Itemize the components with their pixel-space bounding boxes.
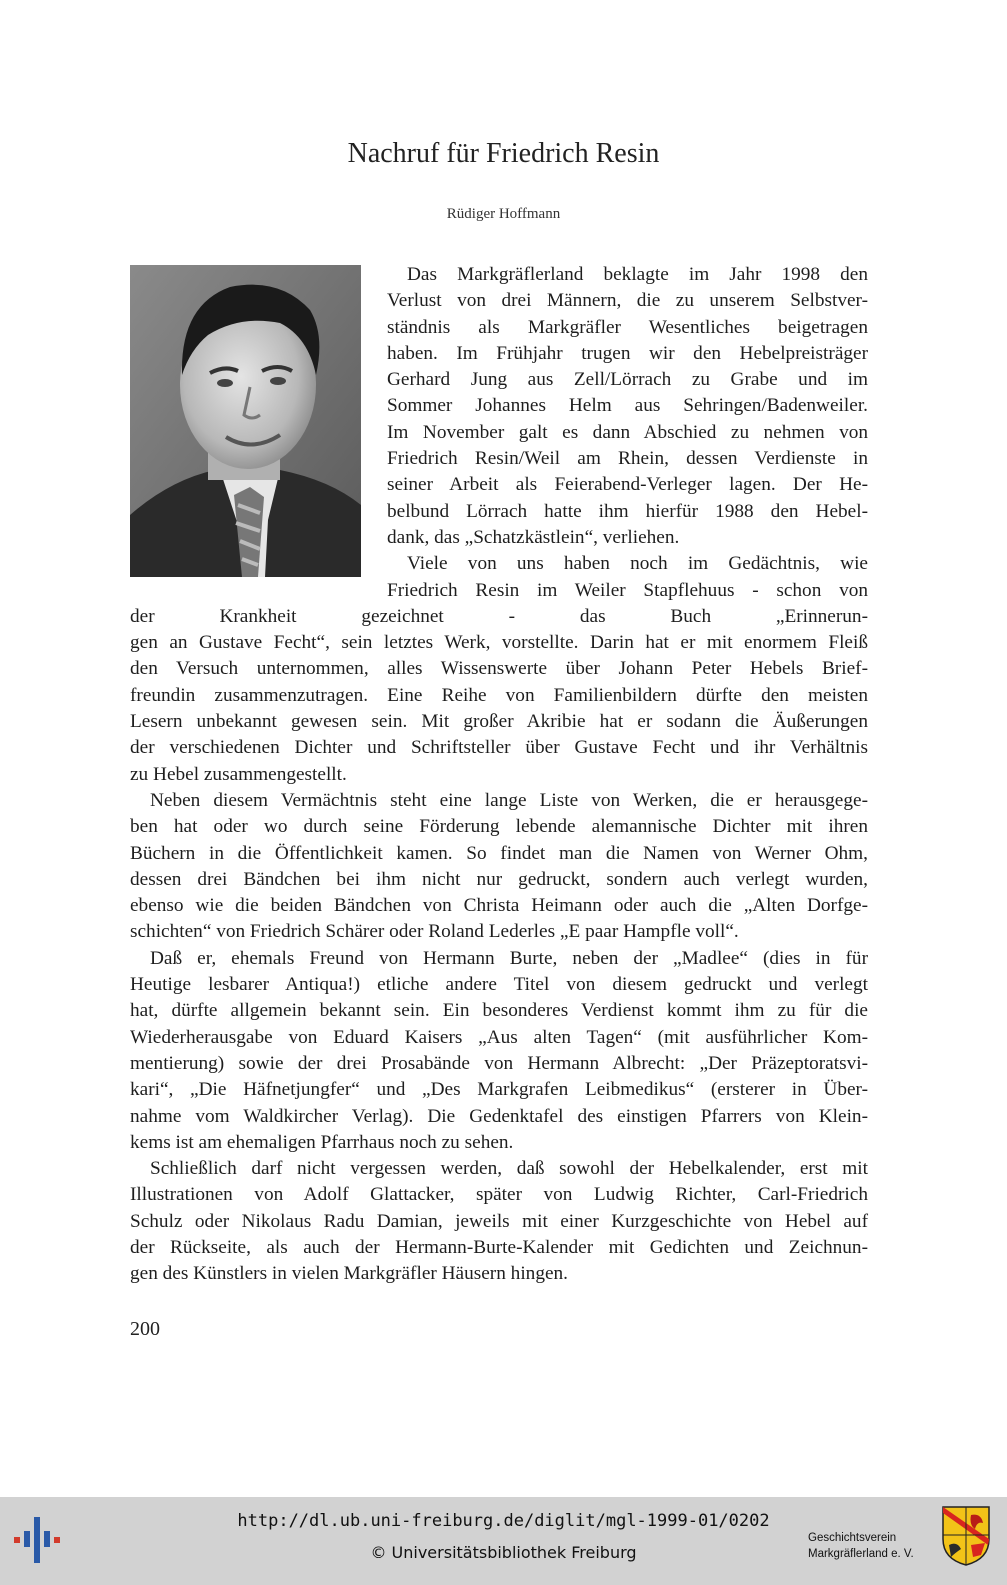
source-url-link[interactable]: http://dl.ub.uni-freiburg.de/diglit/mgl-1999-01/0202 <box>237 1511 770 1531</box>
body-line: Neben diesem Vermächtnis steht eine lange Liste von Werken, die er herausgege- <box>150 789 868 811</box>
body-line: Lesern unbekannt gewesen sein. Mit großer Akribie hat er sodann die Äußerungen <box>130 711 868 733</box>
body-line: hat, dürfte allgemein bekannt sein. Ein besonderes Verdienst kommt ihm zu für die <box>130 1000 868 1022</box>
body-line: Büchern in die Öffentlichkeit kamen. So findet man die Namen von Werner Ohm, <box>130 842 868 864</box>
body-line: zu Hebel zusammengestellt. <box>130 763 347 785</box>
copyright-text: © Universitätsbibliothek Freiburg <box>370 1543 637 1562</box>
body-line: mentierung) sowie der drei Prosabände von Hermann Albrecht: „Der Präzeptoratsvi- <box>130 1052 868 1074</box>
page-number: 200 <box>130 1318 160 1340</box>
body-line: Gerhard Jung aus Zell/Lörrach zu Grabe und im <box>387 369 868 391</box>
body-line: dessen drei Bändchen bei ihm nicht nur gedruckt, sondern auch verlegt wurden, <box>130 868 868 890</box>
body-line: Im November galt es dann Abschied zu nehmen von <box>387 421 868 443</box>
body-line: kari“, „Die Häfnetjungfer“ und „Des Markgrafen Leibmedikus“ (ersterer in Über- <box>130 1079 868 1101</box>
body-line: haben. Im Frühjahr trugen wir den Hebelpreisträger <box>387 342 868 364</box>
body-line: Sommer Johannes Helm aus Sehringen/Badenweiler. <box>387 395 868 417</box>
body-line: Daß er, ehemals Freund von Hermann Burte, neben der „Madlee“ (dies in für <box>150 947 868 969</box>
body-line: den Versuch unternommen, alles Wissenswerte über Johann Peter Hebels Brief- <box>130 658 868 680</box>
body-line: nahme vom Waldkircher Verlag). Die Gedenktafel des einstigen Pfarrers von Klein- <box>130 1105 868 1127</box>
body-line: ständnis als Markgräfler Wesentliches beigetragen <box>387 316 868 338</box>
body-line: belbund Lörrach hatte ihm hierfür 1988 den Hebel- <box>387 500 868 522</box>
body-line: Das Markgräflerland beklagte im Jahr 1998 den <box>407 264 868 285</box>
body-line: der verschiedenen Dichter und Schriftsteller über Gustave Fecht und ihr Verhältnis <box>130 737 868 759</box>
body-line: schichten“ von Friedrich Schärer oder Roland Lederles „E paar Hampfle voll“. <box>130 921 739 943</box>
body-line: Friedrich Resin/Weil am Rhein, dessen Verdienste in <box>387 448 868 470</box>
society-line-2: Markgräflerland e. V. <box>808 1548 914 1560</box>
article-body <box>130 262 868 1288</box>
society-name <box>808 1530 936 1562</box>
body-line: Wiederherausgabe von Eduard Kaisers „Aus alten Tagen“ (mit ausführlicher Kom- <box>130 1026 868 1048</box>
society-crest-icon <box>941 1505 991 1567</box>
body-line: gen des Künstlers in vielen Markgräfler Häusern hingen. <box>130 1263 568 1285</box>
body-line: freundin zusammenzutragen. Eine Reihe von Familienbildern dürfte den meisten <box>130 684 868 706</box>
body-line: gen an Gustave Fecht“, sein letztes Werk, vorstellte. Darin hat er mit enormem Fleiß <box>130 632 868 654</box>
body-line: der Rückseite, als auch der Hermann-Burte-Kalender mit Gedichten und Zeichnun- <box>130 1236 868 1258</box>
footer-bar <box>0 1497 1007 1585</box>
body-line: seiner Arbeit als Feierabend-Verleger lagen. Der He- <box>387 474 868 496</box>
body-line: Schulz oder Nikolaus Radu Damian, jeweils mit einer Kurzgeschichte von Hebel auf <box>130 1210 868 1232</box>
body-line: der Krankheit gezeichnet - das Buch „Erinnerun- <box>130 605 868 627</box>
body-line: Heutige lesbarer Antiqua!) etliche andere Titel von diesem gedruckt und verlegt <box>130 974 868 996</box>
body-line: Schließlich darf nicht vergessen werden, daß sowohl der Hebelkalender, erst mit <box>150 1158 868 1180</box>
society-line-1: Geschichtsverein <box>808 1532 897 1544</box>
body-line: Illustrationen von Adolf Glattacker, später von Ludwig Richter, Carl-Friedrich <box>130 1184 868 1206</box>
body-line: ben hat oder wo durch seine Förderung lebende alemannische Dichter mit ihren <box>130 816 868 838</box>
page-title: Nachruf für Friedrich Resin <box>347 138 660 169</box>
body-line: Verlust von drei Männern, die zu unserem Selbstver- <box>387 290 868 312</box>
body-line: Viele von uns haben noch im Gedächtnis, wie <box>407 553 868 575</box>
body-line: kems ist am ehemaligen Pfarrhaus noch zu sehen. <box>130 1131 514 1153</box>
body-line: ebenso wie die beiden Bändchen von Christa Heimann oder auch die „Alten Dorfge- <box>130 895 868 917</box>
body-line: Friedrich Resin im Weiler Stapflehuus - schon von <box>387 579 868 601</box>
author-name: Rüdiger Hoffmann <box>446 206 561 222</box>
body-line: dank, das „Schatzkästlein“, verliehen. <box>387 526 680 548</box>
